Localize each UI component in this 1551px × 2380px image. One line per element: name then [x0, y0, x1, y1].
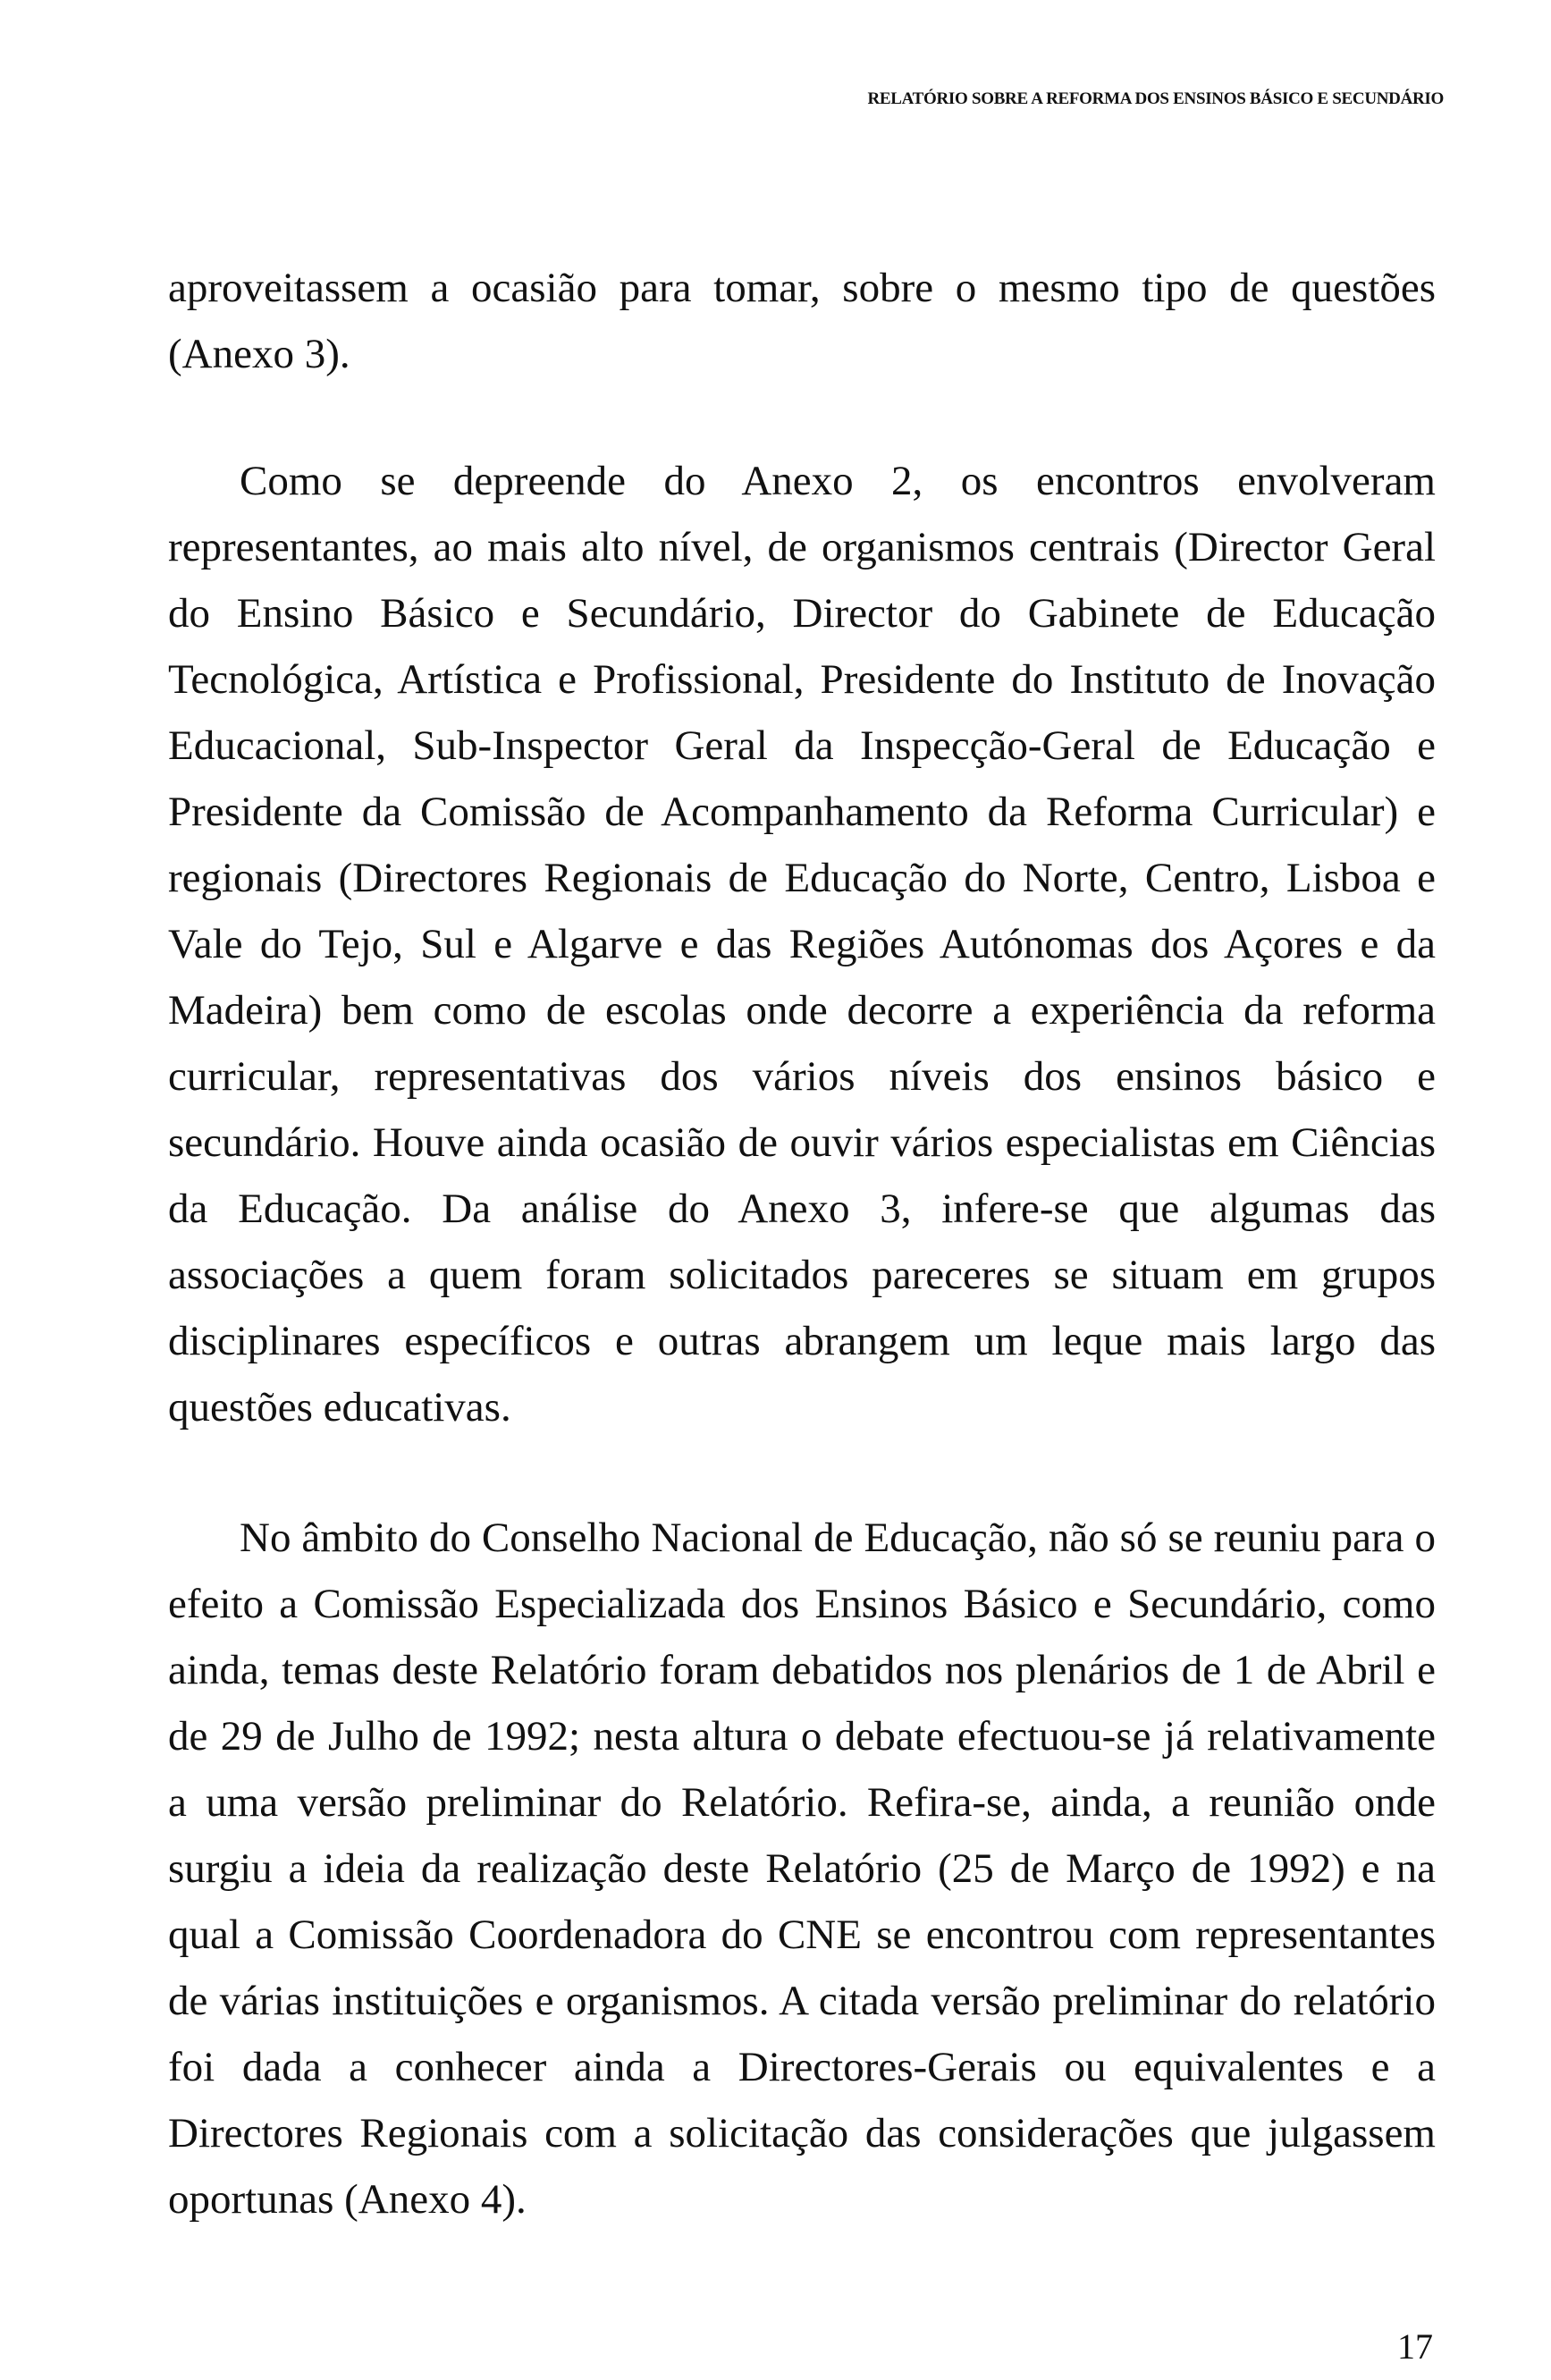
paragraph-cne-scope: No âmbito do Conselho Nacional de Educação, não só se reuniu para o efeito a Comissão Especializada dos Ensinos Básico e Secundário, como ainda, temas deste Relatório foram debatidos nos plenários de 1 de Abril e de 29 de Julho de 1992; nesta altura o debate efectuou-se já relativamente a uma versão preliminar do Relatório. Refira-se, ainda, a reunião onde surgiu a ideia da realização deste Relatório (25 de Março de 1992) e na qual a Comissão Coordenadora do CNE se encontrou com representantes de várias instituições e organismos. A citada versão preliminar do relatório foi dada a conhecer ainda a Directores-Gerais ou equivalentes e a Directores Regionais com a solicitação das considerações que julgassem oportunas (Anexo 4). [168, 1515, 1436, 2223]
page-number: 17 [1397, 2326, 1433, 2367]
running-header: RELATÓRIO SOBRE A REFORMA DOS ENSINOS BÁSICO E SECUNDÁRIO [867, 89, 1444, 108]
body-text [168, 255, 1436, 2232]
paragraph-encounters: Como se depreende do Anexo 2, os encontros envolveram representantes, ao mais alto nível, de organismos centrais (Director Geral do Ensino Básico e Secundário, Director do Gabinete de Educação Tecnológica, Artística e Profissional, Presidente do Instituto de Inovação Educacional, Sub-Inspector Geral da Inspecção-Geral de Educação e Presidente da Comissão de Acompanhamento da Reforma Curricular) e regionais (Directores Regionais de Educação do Norte, Centro, Lisboa e Vale do Tejo, Sul e Algarve e das Regiões Autónomas dos Açores e da Madeira) bem como de escolas onde decorre a experiência da reforma curricular, representativas dos vários níveis dos ensinos básico e secundário. Houve ainda ocasião de ouvir vários especialistas em Ciências da Educação. Da análise do Anexo 3, infere-se que algumas das associações a quem foram solicitados pareceres se situam em grupos disciplinares específicos e outras abrangem um leque mais largo das questões educativas. [168, 458, 1436, 1431]
paragraph-continuation: aproveitassem a ocasião para tomar, sobre o mesmo tipo de questões (Anexo 3). [168, 265, 1436, 377]
